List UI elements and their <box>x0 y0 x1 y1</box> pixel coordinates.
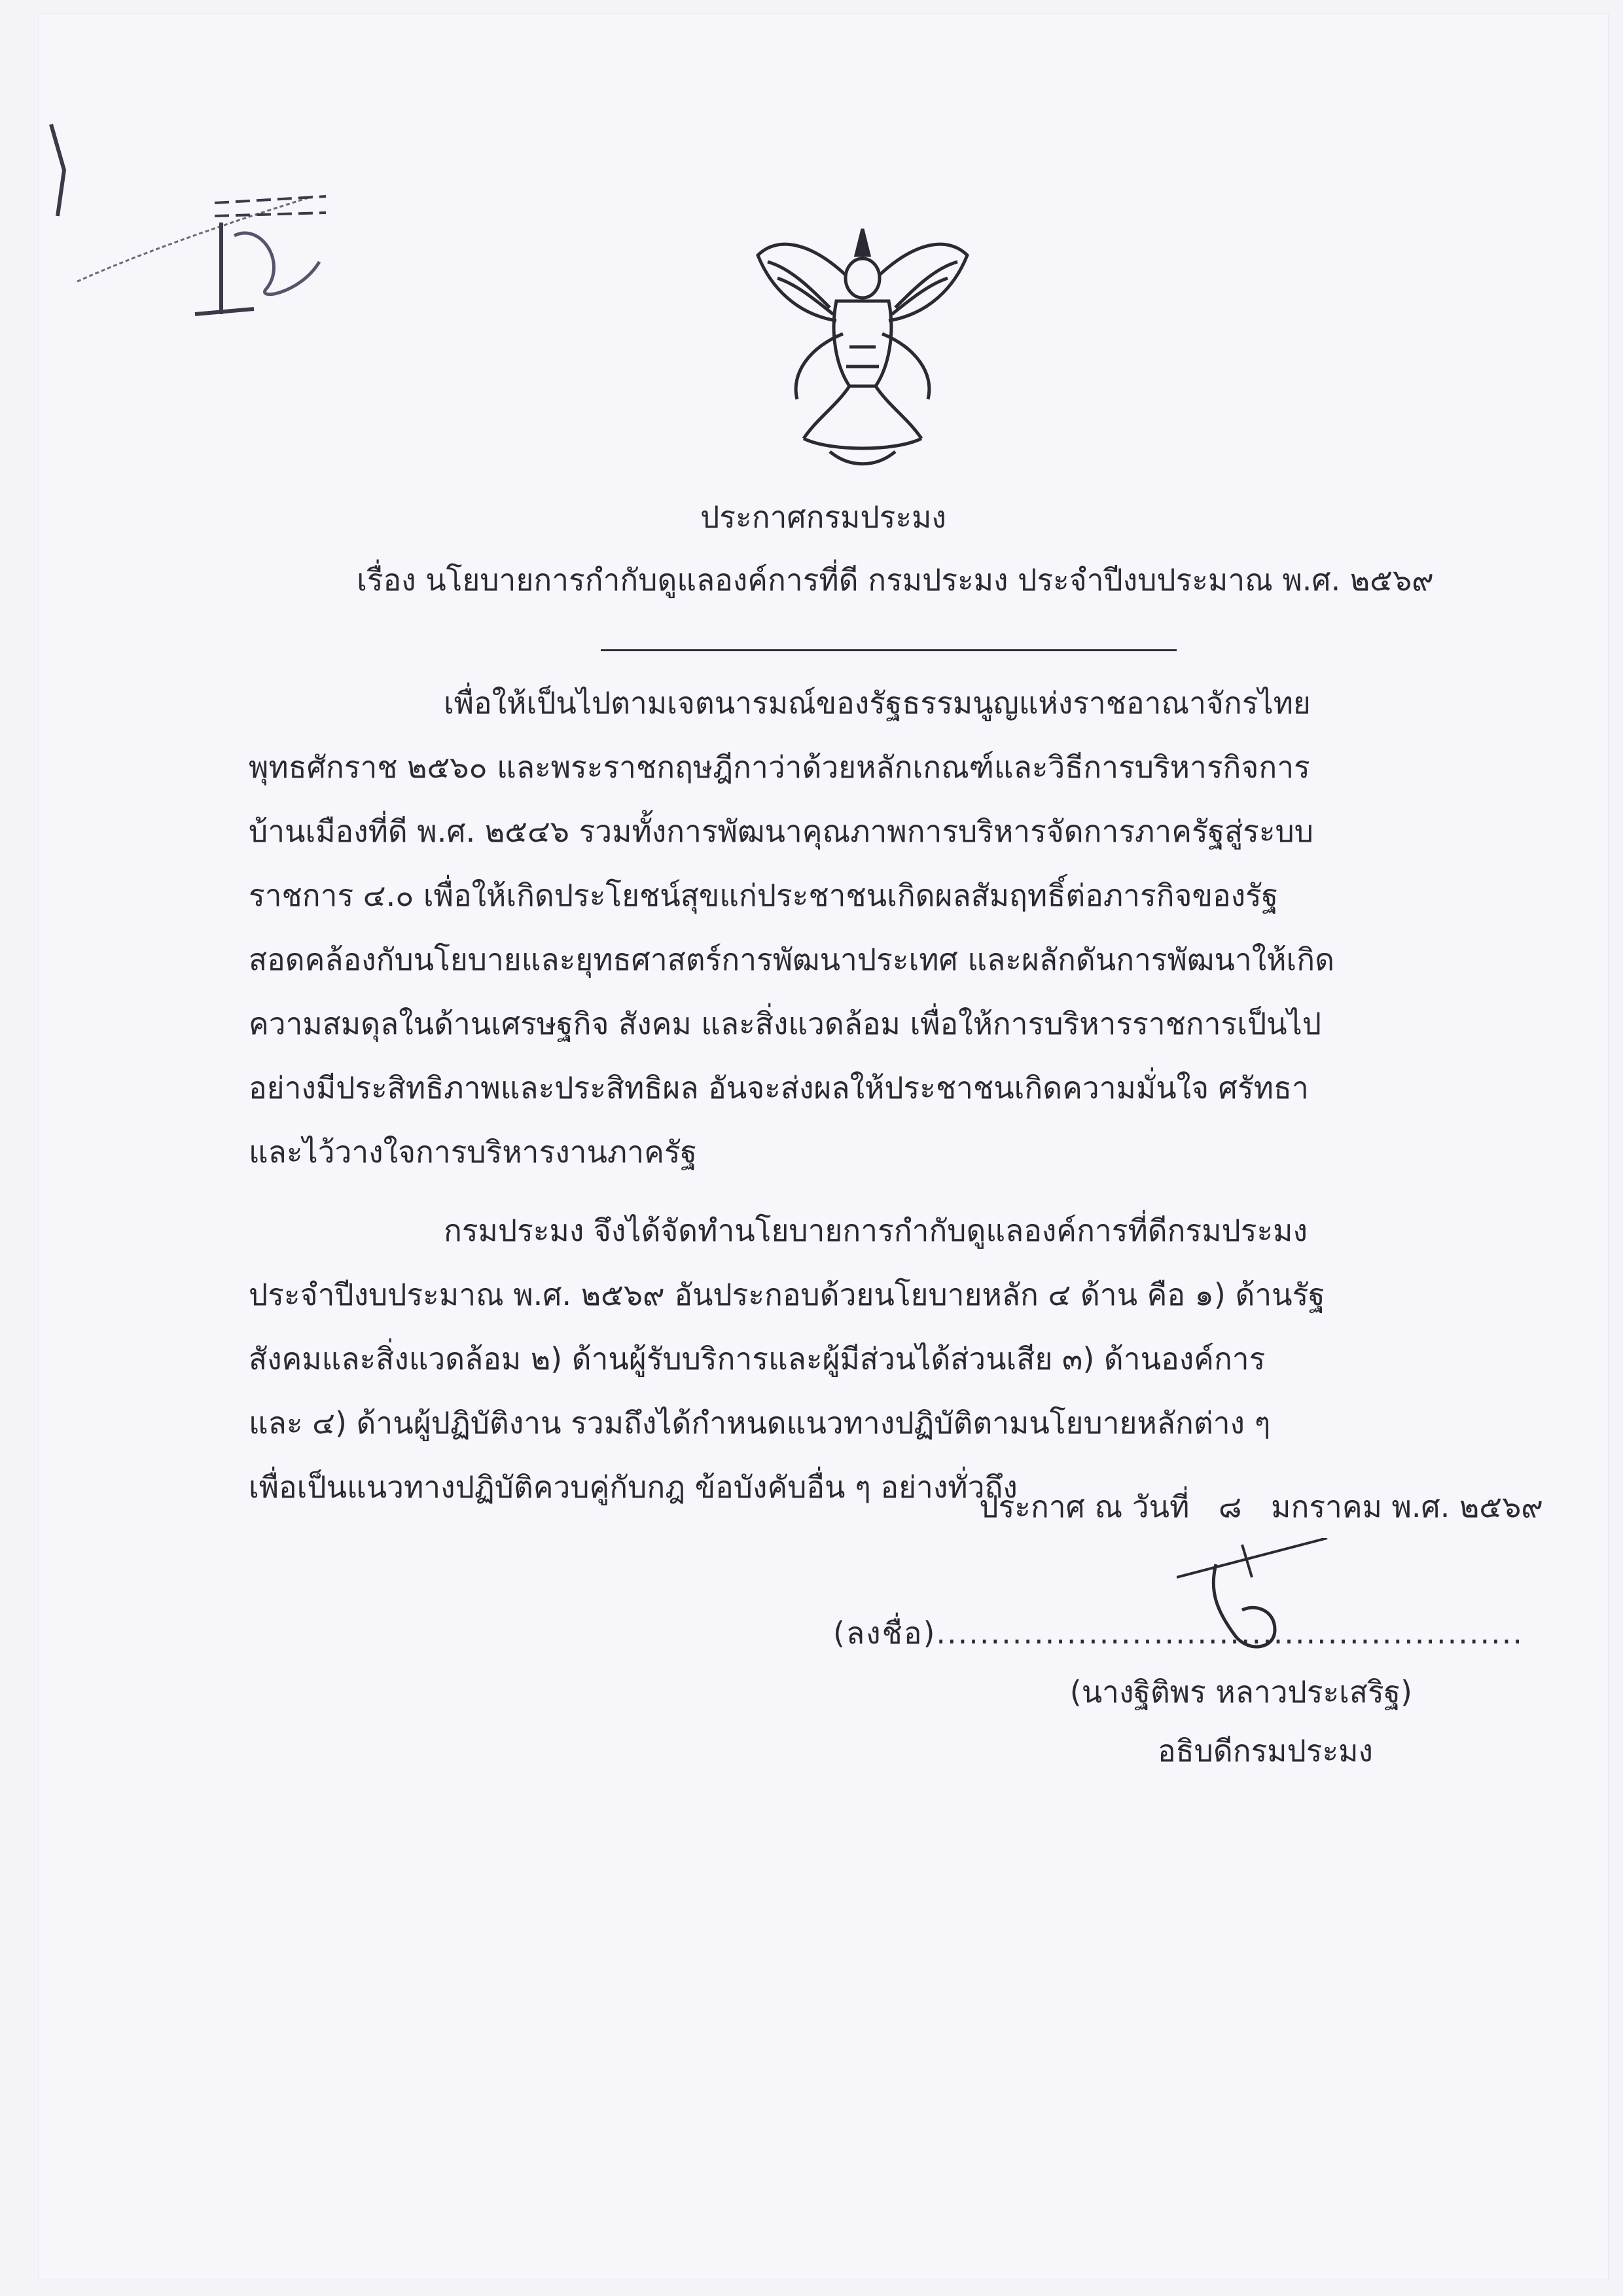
handwritten-annotation <box>38 65 378 353</box>
date-prefix: ประกาศ ณ วันที่ <box>979 1489 1190 1524</box>
date-month-year: มกราคม พ.ศ. ๒๕๖๙ <box>1271 1489 1543 1524</box>
paragraph-line: ราชการ ๔.๐ เพื่อให้เกิดประโยชน์สุขแก่ประชาชนเกิดผลสัมฤทธิ์ต่อภารกิจของรัฐ <box>249 878 1279 913</box>
announce-date <box>979 1487 1543 1526</box>
paragraph-line: สอดคล้องกับนโยบายและยุทธศาสตร์การพัฒนาประเทศ และผลักดันการพัฒนาให้เกิด <box>249 942 1334 977</box>
signatory-name: (นางฐิติพร หลาวประเสริฐ) <box>1069 1674 1412 1710</box>
date-day: ๘ <box>1219 1489 1242 1524</box>
paragraph-line: พุทธศักราช ๒๕๖๐ และพระราชกฤษฎีกาว่าด้วยหลักเกณฑ์และวิธีการบริหารกิจการ <box>249 749 1310 785</box>
document-page <box>38 13 1609 2280</box>
paragraph-line: ประจำปีงบประมาณ พ.ศ. ๒๕๖๙ อันประกอบด้วยนโยบายหลัก ๔ ด้าน คือ ๑) ด้านรัฐ <box>249 1277 1325 1312</box>
signatory-position: อธิบดีกรมประมง <box>1157 1733 1373 1768</box>
paragraph-line: เพื่อเป็นแนวทางปฏิบัติควบคู่กับกฎ ข้อบังคับอื่น ๆ อย่างทั่วถึง <box>249 1469 1018 1505</box>
page-title: ประกาศกรมประมง <box>700 499 946 535</box>
garuda-emblem-icon <box>751 216 974 471</box>
document-subject: เรื่อง นโยบายการกำกับดูแลองค์การที่ดี กรมประมง ประจำปีงบประมาณ พ.ศ. ๒๕๖๙ <box>357 562 1434 598</box>
paragraph-line: สังคมและสิ่งแวดล้อม ๒) ด้านผู้รับบริการและผู้มีส่วนได้ส่วนเสีย ๓) ด้านองค์การ <box>249 1341 1266 1376</box>
paragraph-line: และไว้วางใจการบริหารงานภาครัฐ <box>249 1134 697 1170</box>
title-divider <box>601 649 1177 651</box>
paragraph-line: ความสมดุลในด้านเศรษฐกิจ สังคม และสิ่งแวดล้อม เพื่อให้การบริหารราชการเป็นไป <box>249 1006 1321 1041</box>
paragraph-line: บ้านเมืองที่ดี พ.ศ. ๒๕๔๖ รวมทั้งการพัฒนาคุณภาพการบริหารจัดการภาครัฐสู่ระบบ <box>249 814 1313 849</box>
paragraph-line: อย่างมีประสิทธิภาพและประสิทธิผล อันจะส่งผลให้ประชาชนเกิดความมั่นใจ ศรัทธา <box>249 1070 1309 1105</box>
signature-line: (ลงชื่อ)...................................................... <box>833 1615 1524 1651</box>
paragraph-line: กรมประมง จึงได้จัดทำนโยบายการกำกับดูแลองค์การที่ดีกรมประมง <box>444 1213 1308 1248</box>
paragraph-line: และ ๔) ด้านผู้ปฏิบัติงาน รวมถึงได้กำหนดแนวทางปฏิบัติตามนโยบายหลักต่าง ๆ <box>249 1405 1271 1441</box>
paragraph-line: เพื่อให้เป็นไปตามเจตนารมณ์ของรัฐธรรมนูญแห่งราชอาณาจักรไทย <box>444 685 1311 721</box>
